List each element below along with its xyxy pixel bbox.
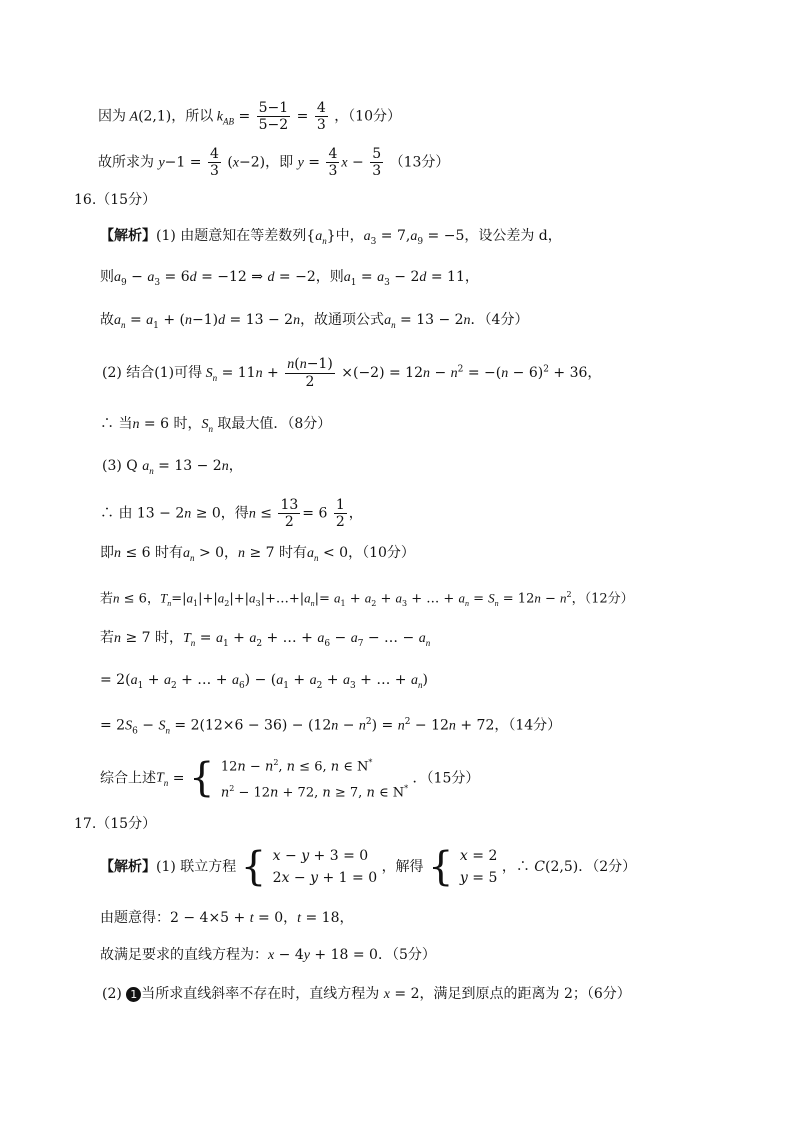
q16-case-large-n: 若n ≥ 7 时，$T_n = a_1 + a_2$ + … + $a_6 - a_7$ − … − $a_n$ [100,630,431,649]
q17-part2-case1: (2) 1 当所求直线斜率不存在时，直线方程为 x = 2，满足到原点的距离为 2；（6分） [102,986,631,1002]
q16-part1-intro: 【解析】(1) 由题意知在等差数列$\{a_n\}$中，$a_3 = 7,a_9 = -5$，设公差为 d， [100,228,562,247]
question-17-header: 17.（15分） [74,816,157,832]
q16-part3-start: (3) Q $a_n = 13 - 2n$， [102,458,243,476]
q16-case-small-n: 若n ≤ 6，$T_n=|a_1|+|a_2|+|a_3|+\dots+|a_n|= a_1 + a_2 + a_3$ + … + $a_n = S_n = 12n - n^2$，（12分） [100,590,634,608]
line-equation: 故所求为 y−1 = $\frac{4}{3}$ (x−2)，即 y = $\frac{4}{3}$ x − $\frac{5}{3}$ （13分） [98,146,450,179]
q16-inequality: ∴ 由 13 − 2n ≥ 0，得n ≤ $\frac{13}{2}$ = 6 $\frac{1}{2}$ ， [100,497,363,530]
circled-one-icon: 1 [126,987,141,1002]
q17-find-t: 由题意得：2 − 4×5 + t = 0，t = 18， [100,910,354,926]
system-eq-1: x − y + 3 = 0 [272,848,369,864]
solution-x: x = 2 [459,848,498,864]
q16-max-value: ∴ 当n = 6 时，$S_n$ 取最大值．（8分） [100,416,332,434]
q16-result-large-n: = $2S_6 - S_n = 2(12\times 6 - 36) - (12n - n^2) = n^2 - 12n + 72$，（14分） [100,717,562,737]
q16-part2-sum: (2) 结合(1)可得 $S_n = 11n$ + $\frac{n(n-1)}{2}$ $\times(-2) = 12n - n^2 = -(n - 6)^2 + 36$， [102,356,602,390]
q16-summary: 综合上述$T_n$ = { $12n - n^2$, n ≤ 6, n ∈ N* $n^2 - 12n + 72$, n ≥ 7, n ∈ N* ．（15分） [100,752,479,805]
system-eq-2: 2x − y + 1 = 0 [272,870,378,886]
q16-general-term: 故$a_n = a_1 + (n-1)d = 13 - 2n$，故通项公式$a_n = 13 - 2n$．（4分） [100,312,529,331]
solution-y: y = 5 [459,870,498,886]
question-16-header: 16.（15分） [74,192,157,208]
q16-sign-analysis: 即n ≤ 6 时有$a_n > 0$，n ≥ 7 时有$a_n < 0$，（10分） [100,545,415,563]
q16-expansion: = $2(a_1 + a_2$ + … + $a_6) - (a_1 + a_2 + a_3$ + … + $a_n$) [100,672,428,691]
q17-line-equation: 故满足要求的直线方程为：x − 4y + 18 = 0．（5分） [100,947,436,963]
q16-common-difference: 则$a_9 - a_3 = 6d = -12$ ⇒ d = −2，则$a_1 = a_3 - 2d = 11$， [100,269,479,288]
q17-system: 【解析】(1) 联立方程 { x − y + 3 = 0 2x − y + 1 = 0 ，解得 { x = 2 y = 5 ，∴ C(2,5)．（2分） [100,844,637,890]
summary-case-2: $n^2 - 12n + 72$, n ≥ 7, n ∈ N* [220,784,409,801]
slope-line: 因为 A(2,1)，所以 $k_{AB}$ = $\frac{5-1}{5-2}$ = $\frac{4}{3}$ ，（10分） [98,100,402,133]
summary-case-1: $12n - n^2$, n ≤ 6, n ∈ N* [220,758,373,775]
